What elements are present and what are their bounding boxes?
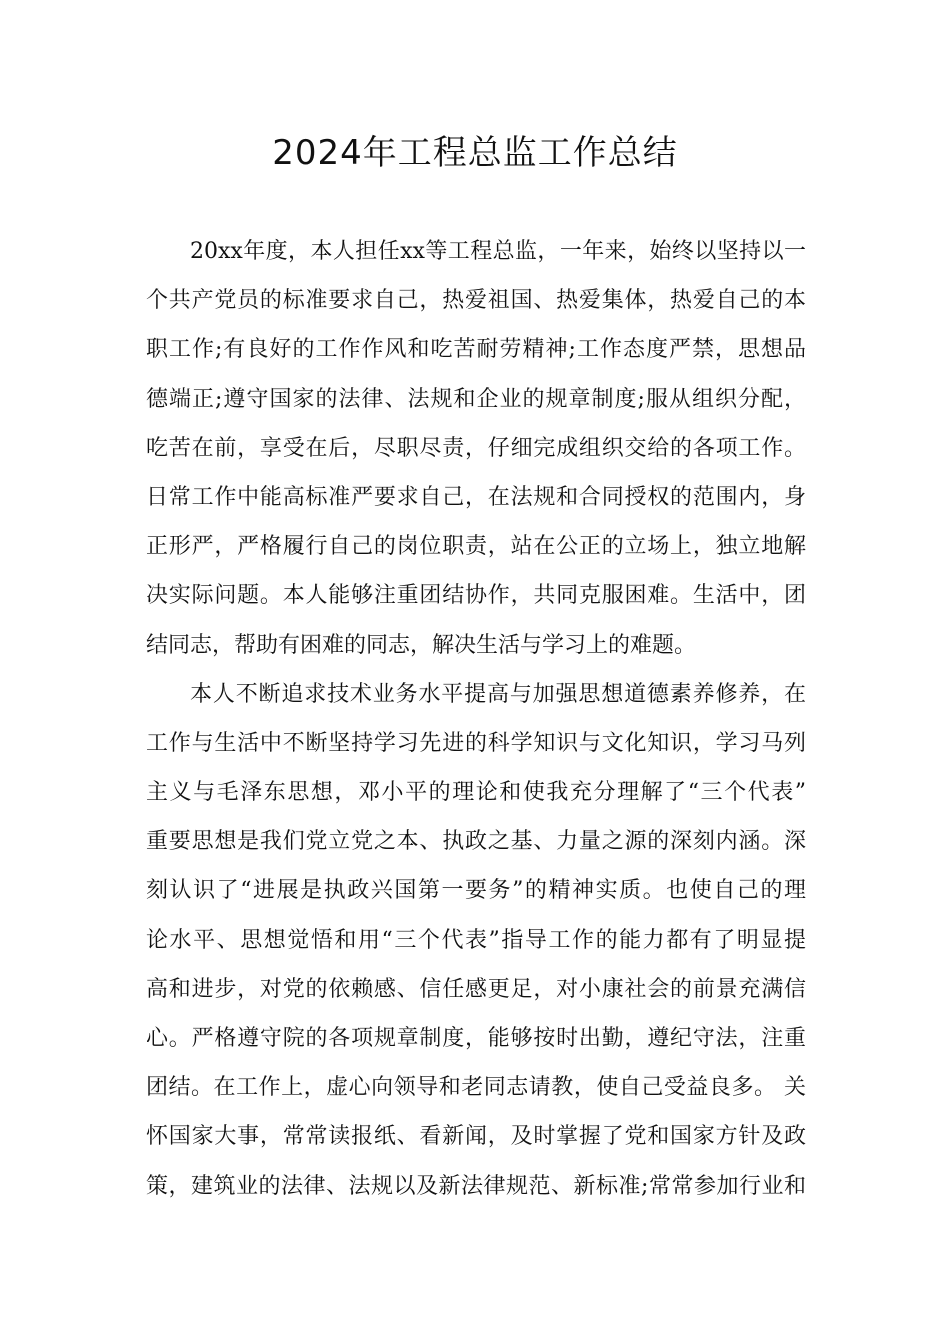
text-line: 工作与生活中不断坚持学习先进的科学知识与文化知识，学习马列 [146,730,806,756]
document-title: 2024年工程总监工作总结 [272,133,678,173]
text-line: 职工作;有良好的工作作风和吃苦耐劳精神;工作态度严禁，思想品 [146,337,806,363]
document-body [146,232,806,1216]
text-line: 策，建筑业的法律、法规以及新法律规范、新标准;常常参加行业和 [146,1173,806,1199]
text-line: 重要思想是我们党立党之本、执政之基、力量之源的深刻内涵。深 [146,829,806,855]
text-line: 德端正;遵守国家的法律、法规和企业的规章制度;服从组织分配， [146,386,806,412]
text-line: 正形严，严格履行自己的岗位职责，站在公正的立场上，独立地解 [146,534,806,560]
text-line: 团结。在工作上，虚心向领导和老同志请教，使自己受益良多。 关 [146,1075,806,1101]
text-line: 怀国家大事，常常读报纸、看新闻，及时掌握了党和国家方针及政 [146,1124,806,1150]
text-line: 个共产党员的标准要求自己，热爱祖国、热爱集体，热爱自己的本 [146,288,806,314]
paragraph-1 [146,232,806,675]
text-line: 高和进步，对党的依赖感、信任感更足，对小康社会的前景充满信 [146,976,806,1002]
text-line: 本人不断追求技术业务水平提高与加强思想道德素养修养，在 [190,681,806,707]
text-line: 心。严格遵守院的各项规章制度，能够按时出勤，遵纪守法，注重 [146,1026,806,1051]
text-line: 结同志，帮助有困难的同志，解决生活与学习上的难题。 [146,632,697,658]
paragraph-2 [146,675,806,1216]
text-line: 决实际问题。本人能够注重团结协作，共同克服困难。生活中，团 [146,583,806,609]
text-line: 20xx年度，本人担任xx等工程总监，一年来，始终以坚持以一 [190,239,806,264]
text-line: 刻认识了“进展是执政兴国第一要务”的精神实质。也使自己的理 [146,878,806,904]
text-line: 吃苦在前，享受在后，尽职尽责，仔细完成组织交给的各项工作。 [146,435,806,461]
text-line: 日常工作中能高标准严要求自己，在法规和合同授权的范围内，身 [146,484,806,510]
text-line: 主义与毛泽东思想，邓小平的理论和使我充分理解了“三个代表” [146,780,806,806]
text-line: 论水平、思想觉悟和用“三个代表”指导工作的能力都有了明显提 [146,927,806,953]
